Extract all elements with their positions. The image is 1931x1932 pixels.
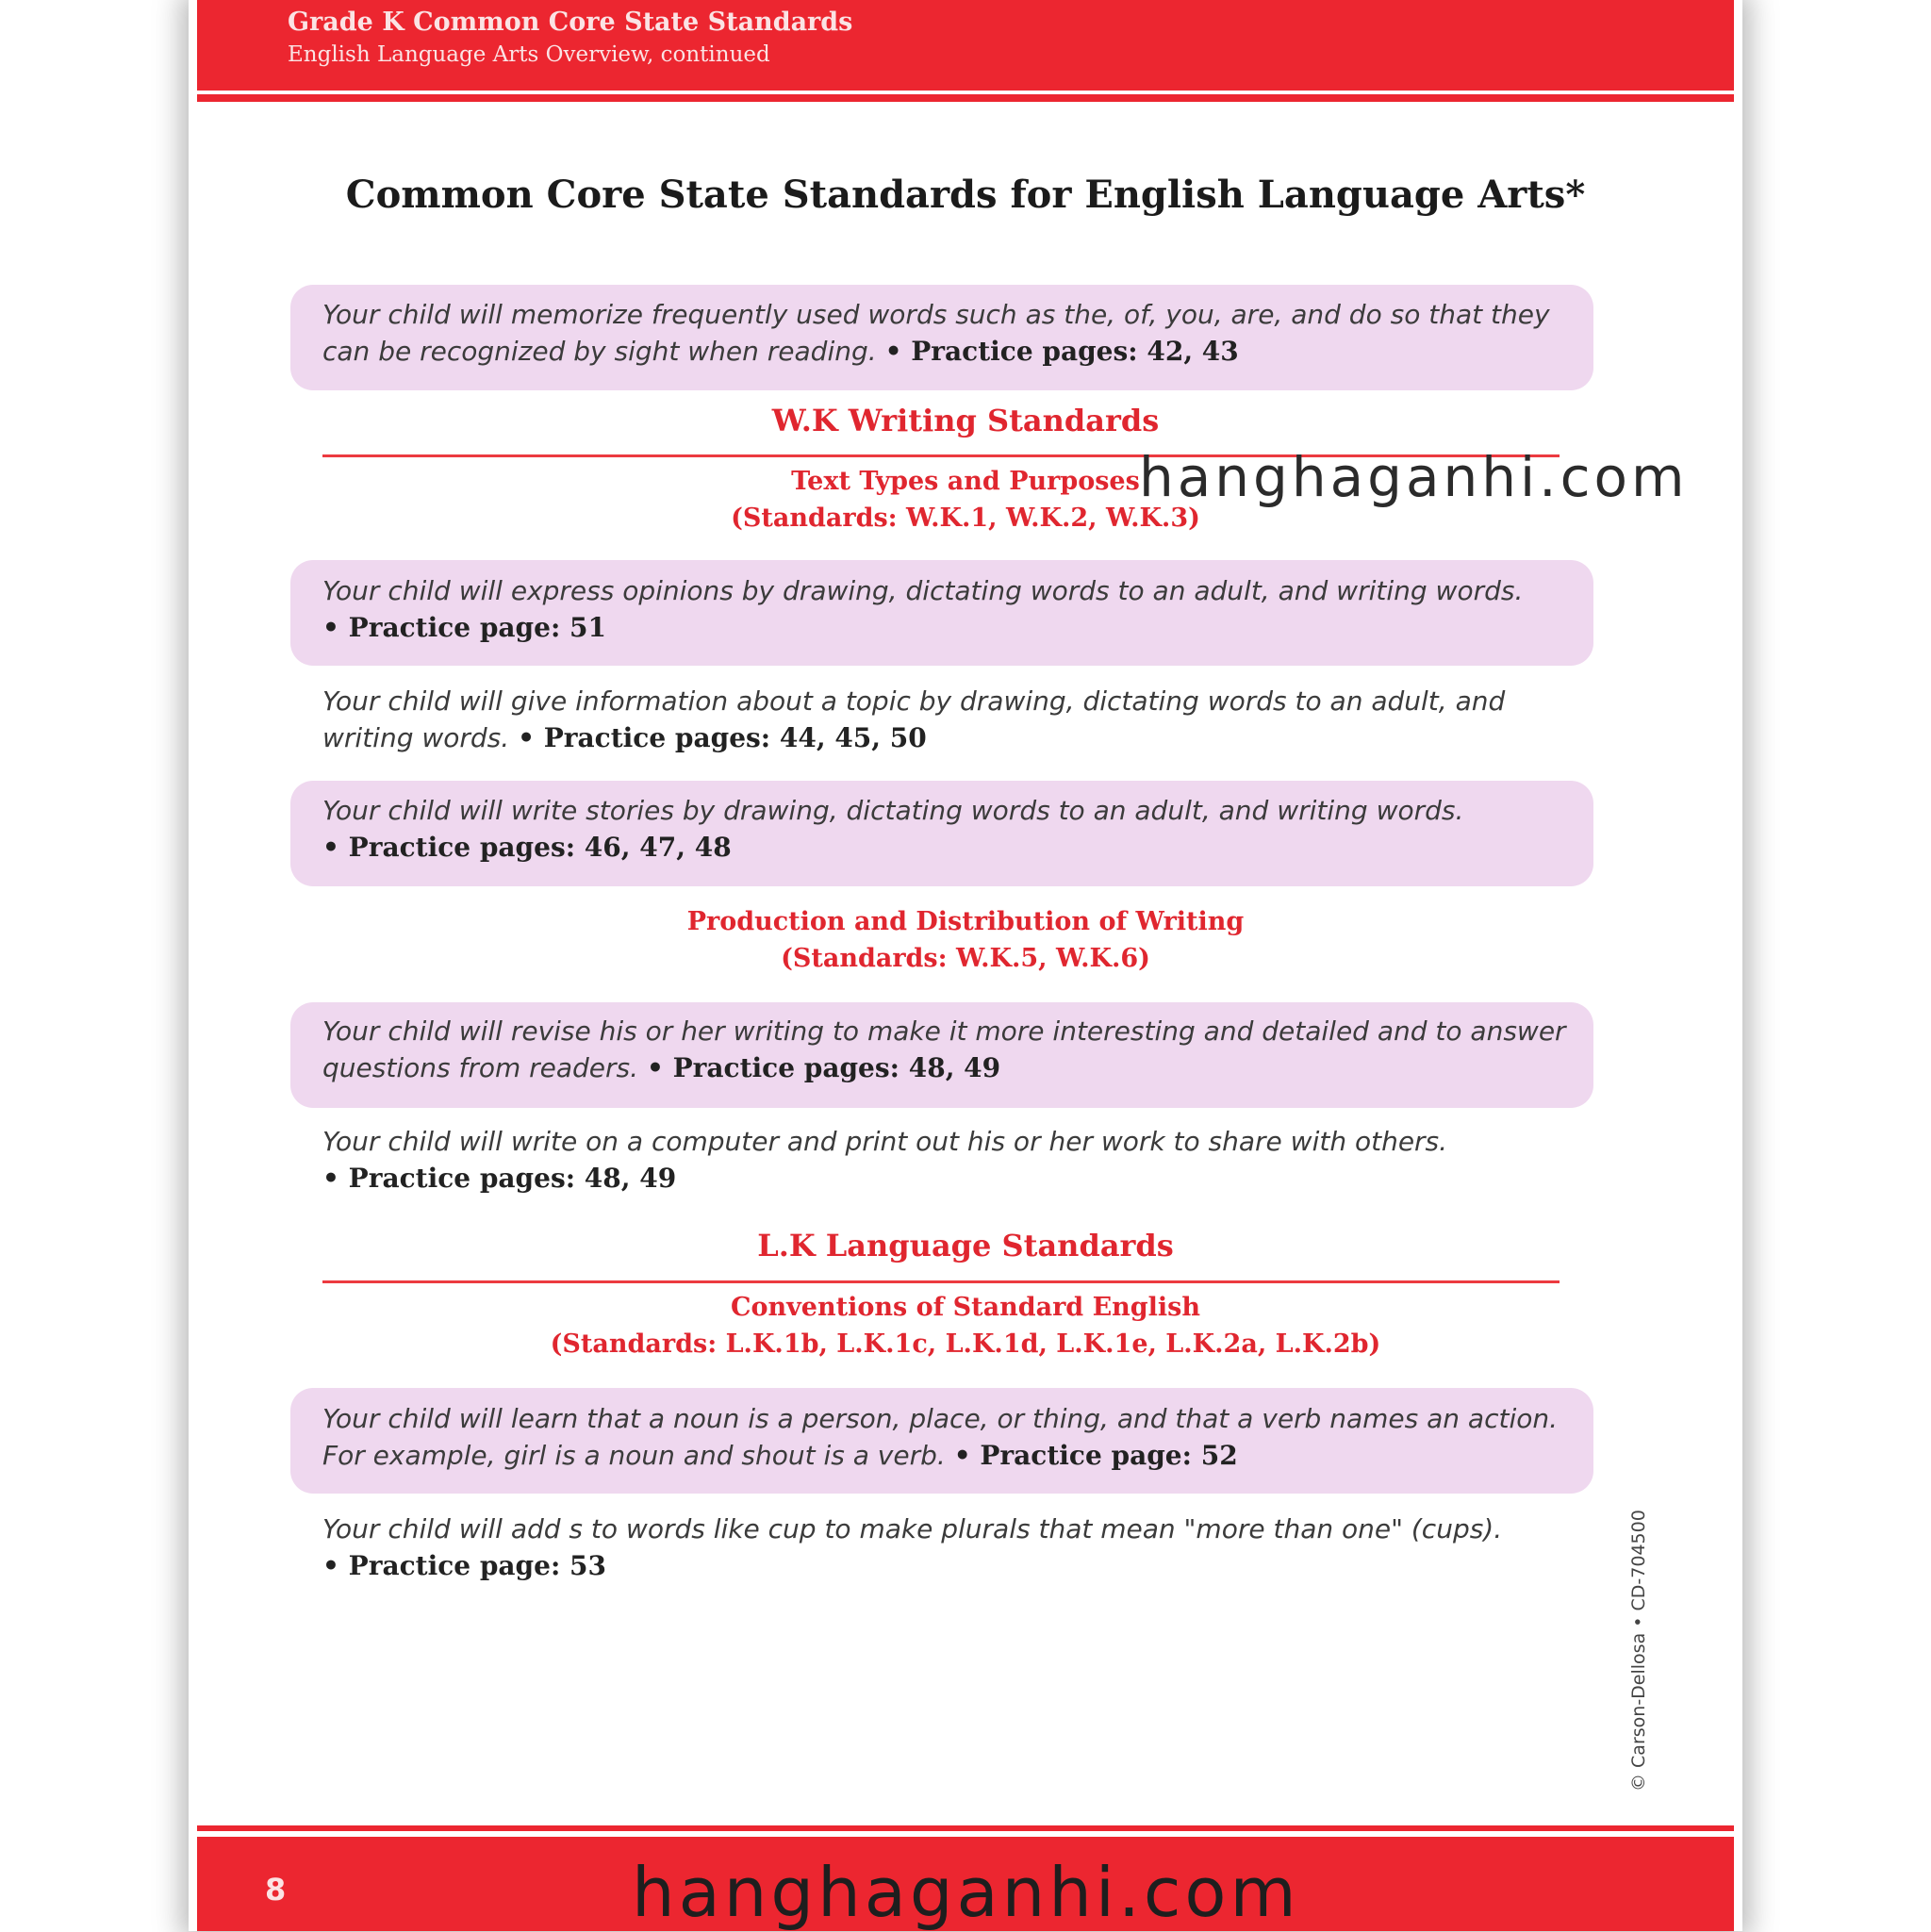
copyright-notice: © Carson-Dellosa • CD-704500: [1628, 1510, 1649, 1792]
subsection-standards: (Standards: L.K.1b, L.K.1c, L.K.1d, L.K.1e, L.K.2a, L.K.2b): [550, 1329, 1381, 1359]
practice-pages: • Practice pages: 46, 47, 48: [322, 832, 732, 863]
standard-text: Your child will write on a computer and print out his or her work to share with others.: [322, 1126, 1448, 1157]
standard-item: [322, 296, 1586, 370]
section-heading-language: L.K Language Standards: [757, 1228, 1174, 1263]
subsection-name: Conventions of Standard English: [730, 1293, 1201, 1322]
header-subtitle: English Language Arts Overview, continued: [288, 42, 770, 67]
watermark: hanghaganhi.com: [1139, 445, 1689, 509]
standard-text: Your child will memorize frequently used words such as the, of, you, are, and do so that they can be recognized by sight when reading.: [322, 299, 1550, 367]
subsection-heading-production: [197, 903, 1734, 977]
standard-text: Your child will learn that a noun is a person, place, or thing, and that a verb names an action. For example, girl is a noun and shout is a verb.: [322, 1403, 1559, 1471]
practice-pages: • Practice pages: 42, 43: [884, 336, 1239, 367]
subsection-standards: (Standards: W.K.1, W.K.2, W.K.3): [731, 504, 1200, 533]
page-number: 8: [265, 1872, 287, 1907]
practice-pages: • Practice page: 51: [322, 612, 606, 643]
watermark: hanghaganhi.com: [632, 1853, 1300, 1932]
practice-pages: • Practice pages: 48, 49: [646, 1052, 1001, 1083]
section-rule: [322, 1280, 1560, 1283]
standard-text: Your child will write stories by drawing, dictating words to an adult, and writing words.: [322, 795, 1464, 826]
practice-pages: • Practice page: 53: [322, 1550, 606, 1581]
practice-pages: • Practice pages: 44, 45, 50: [518, 722, 927, 753]
header-divider: [197, 94, 1734, 102]
standard-text: Your child will give information about a topic by drawing, dictating words to an adult, and writing words.: [322, 685, 1506, 753]
page-title: Common Core State Standards for English Language Arts*: [345, 173, 1586, 217]
standard-text: Your child will add s to words like cup to make plurals that mean "more than one" (cups).: [322, 1513, 1503, 1544]
practice-pages: • Practice page: 52: [953, 1440, 1238, 1471]
standard-item: [322, 1400, 1586, 1474]
header-title: Grade K Common Core State Standards: [288, 8, 853, 37]
standard-item: [322, 792, 1586, 866]
subsection-standards: (Standards: W.K.5, W.K.6): [781, 944, 1150, 973]
standard-item: [322, 572, 1586, 646]
footer-divider: [197, 1825, 1734, 1831]
standard-item: [322, 1511, 1586, 1584]
standard-item: [322, 1013, 1586, 1086]
standard-item: [322, 1123, 1586, 1197]
standard-text: Your child will express opinions by drawing, dictating words to an adult, and writing words.: [322, 575, 1524, 606]
standard-text: Your child will revise his or her writing to make it more interesting and detailed and to answer questions from readers.: [322, 1016, 1566, 1083]
section-heading-writing: W.K Writing Standards: [771, 403, 1160, 438]
subsection-name: Production and Distribution of Writing: [686, 907, 1245, 936]
subsection-name: Text Types and Purposes: [791, 467, 1140, 496]
practice-pages: • Practice pages: 48, 49: [322, 1163, 677, 1194]
standard-item: [322, 683, 1586, 756]
subsection-heading-conventions: [197, 1289, 1734, 1362]
